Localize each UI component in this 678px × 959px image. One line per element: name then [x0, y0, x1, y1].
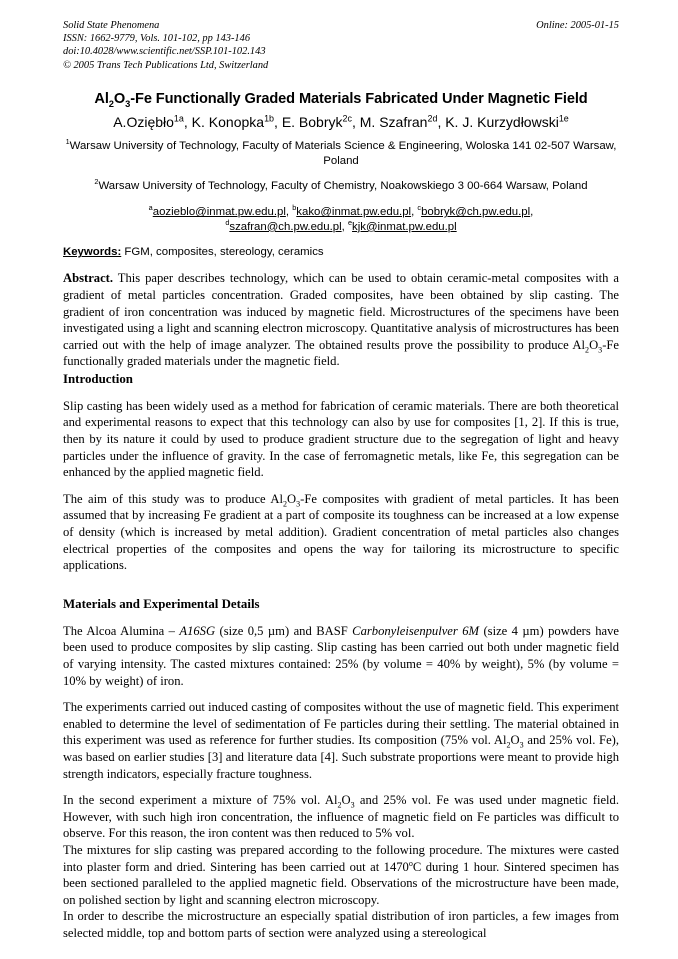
email-address[interactable]: kjk@inmat.pw.edu.pl	[352, 220, 457, 233]
section-heading-introduction: Introduction	[63, 371, 133, 386]
author-affiliation-marker: 2d	[427, 113, 438, 124]
email-item[interactable]	[292, 203, 418, 219]
mat2-text-3: and 25% vol. Fe), was based on earlier studies [3] and literature data [4]. Such substrate proportions were meant to provide high strength indicators, especially fracture toughness.	[63, 733, 619, 781]
mat4-text-2: C during 1 hour. Sintered specimen has been sectioned paralleled to the applied magnetic field. Observations of the microstructure have been made, on polished section by light and scanning electron microscopy.	[63, 859, 619, 907]
email-marker: d	[225, 218, 230, 228]
author-name: M. Szafran	[359, 113, 428, 130]
affiliation-marker: 1	[65, 137, 70, 147]
abstract-subscript-2: 2	[585, 345, 590, 355]
author-item	[282, 114, 360, 130]
mat1-text-1: The Alcoa Alumina –	[63, 623, 180, 638]
email-item[interactable]	[225, 218, 348, 233]
materials-paragraph-2	[63, 699, 619, 782]
affiliation-text: Warsaw University of Technology, Faculty of Chemistry, Noakowskiego 3 00-664 Warsaw, Poland	[98, 179, 588, 192]
author-affiliation-marker: 1e	[558, 113, 569, 124]
affiliation-1	[63, 139, 619, 170]
email-item[interactable]	[347, 218, 457, 233]
mat2-text-1: The experiments carried out induced casting of composites without the use of magnetic field. This experiment enabled to determine the level of sedimentation of Fe particles during their settling. The material obtained in this experiment was used as reference for further studies. Its composition (75% vol. Al	[63, 700, 619, 748]
author-item	[445, 114, 569, 130]
mat2-subscript-2: 2	[506, 740, 511, 750]
title-part-3: -Fe Functionally Graded Materials Fabricated Under Magnetic Field	[130, 90, 588, 107]
email-marker: c	[417, 203, 422, 213]
email-address[interactable]: szafran@ch.pw.edu.pl	[229, 220, 342, 233]
email-separator: ,	[341, 220, 348, 233]
mat3-text-1: In the second experiment a mixture of 75% vol. Al	[63, 793, 338, 808]
journal-name: Solid State Phenomena	[63, 20, 160, 31]
title-part-2: O	[113, 90, 126, 107]
author-separator: ,	[274, 113, 282, 130]
affiliation-2	[63, 179, 619, 195]
affiliation-text: Warsaw University of Technology, Faculty of Materials Science & Engineering, Woloska 141 02-507 Warsaw, Poland	[69, 139, 617, 168]
author-name: E. Bobryk	[281, 113, 343, 130]
email-address[interactable]: kako@inmat.pw.edu.pl	[296, 206, 412, 219]
author-list	[63, 113, 619, 132]
paper-title	[63, 90, 619, 108]
author-separator: ,	[183, 113, 192, 130]
keywords-label: Keywords:	[63, 246, 122, 259]
intro2-subscript-3: 3	[296, 499, 301, 509]
materials-paragraph-3	[63, 792, 619, 842]
email-marker: b	[292, 203, 297, 213]
mat3-subscript-3: 3	[350, 800, 355, 810]
mat1-text-2: (size 0,5 µm) and BASF	[215, 623, 353, 638]
mat3-text-2: O	[341, 793, 351, 808]
journal-copyright-line: © 2005 Trans Tech Publications Ltd, Switzerland	[63, 59, 269, 71]
section-heading-materials: Materials and Experimental Details	[63, 596, 260, 611]
introduction-paragraph-2	[63, 491, 619, 574]
materials-paragraph-4	[63, 842, 619, 908]
mat3-subscript-2: 2	[337, 800, 342, 810]
author-email-list	[63, 205, 619, 234]
mat1-text-3: (size 4 µm) powders have been used to produce composites by slip casting. Slip casting has been carried out both under magnetic field of varying intensity. The casted mixtures contained: 25% (by volume = 40% by weight), 5% (by volume = 10% by weight) of iron.	[63, 623, 619, 688]
page-content	[63, 19, 619, 942]
abstract-label: Abstract.	[63, 271, 114, 286]
introduction-paragraph-1: Slip casting has been widely used as a method for fabrication of ceramic materials. There are both theoretical and experimental reasons to expect that this technology can also by use for composites [1, 2]. If this is true, then by its nature it could by used to produce gradient structure due to the segregation of light and heavy particles under the influence of gravity. In the case of ferromagnetic metals, like Fe, this segregation can be enhanced by the applied magnetic field.	[63, 398, 619, 480]
abstract-paragraph	[63, 270, 619, 370]
materials-paragraph-1	[63, 623, 619, 689]
mat4-text-1: The mixtures for slip casting was prepared according to the following procedure. The mixtures were casted into plaster form and dried. Sintering has been carried out at 1470	[63, 842, 619, 874]
email-marker: a	[148, 203, 153, 213]
author-affiliation-marker: 1b	[264, 113, 275, 124]
email-separator: ,	[530, 206, 534, 219]
email-separator: ,	[411, 206, 418, 219]
author-item	[360, 114, 445, 130]
title-subscript-3: 3	[125, 98, 131, 109]
title-part-1: Al	[94, 90, 109, 107]
author-affiliation-marker: 2c	[342, 113, 352, 124]
email-separator: ,	[285, 206, 293, 219]
author-affiliation-marker: 1a	[173, 113, 184, 124]
affiliation-marker: 2	[94, 177, 99, 187]
mat1-italic-carbonyleisenpulver: Carbonyleisenpulver 6M	[352, 623, 480, 638]
materials-paragraph-5: In order to describe the microstructure an especially spatial distribution of iron particles, a few images from selected middle, top and bottom parts of section were analyzed using a stereological	[63, 909, 619, 940]
title-subscript-2: 2	[108, 98, 114, 109]
email-address[interactable]: bobryk@ch.pw.edu.pl	[421, 206, 531, 219]
mat4-degree-marker: o	[408, 858, 413, 868]
abstract-text-3: -Fe functionally graded materials under the magnetic field.	[63, 337, 619, 369]
author-separator: ,	[351, 113, 360, 130]
email-marker: e	[347, 218, 353, 228]
abstract-text-2: O	[589, 337, 599, 352]
author-name: K. J. Kurzydłowski	[445, 113, 559, 130]
keywords-line	[63, 245, 619, 260]
mat2-text-2: O	[510, 733, 520, 748]
keywords-value: FGM, composites, stereology, ceramics	[124, 246, 324, 259]
abstract-text-1: This paper describes technology, which can be used to obtain ceramic-metal composites with a gradient of metal particles concentration. Graded composites, have been obtained by slip casting. The gradient of iron concentration was induced by magnetic field. Microstructures of the specimens have been investigated using a light and scanning electron microscopy. Quantitative analysis of microstructures has been carried out with the help of image analyzer. The obtained results prove the possibility to produce Al	[63, 271, 619, 352]
abstract-subscript-3: 3	[598, 345, 603, 355]
journal-doi-line: doi:10.4028/www.scientific.net/SSP.101-102.143	[63, 46, 266, 58]
author-separator: ,	[437, 113, 446, 130]
intro2-text-2: O	[287, 491, 297, 506]
author-name: K. Konopka	[191, 113, 265, 130]
online-publication-date: Online: 2005-01-15	[536, 20, 619, 31]
author-item	[192, 114, 282, 130]
intro2-subscript-2: 2	[283, 499, 288, 509]
journal-header	[63, 19, 619, 72]
author-name: A.Oziębło	[113, 113, 174, 130]
mat1-italic-a16sg: A16SG	[179, 623, 216, 638]
intro2-text-1: The aim of this study was to produce Al	[63, 491, 283, 506]
email-item[interactable]	[417, 203, 534, 219]
author-item	[113, 114, 191, 130]
mat2-subscript-3: 3	[519, 740, 524, 750]
journal-issn-line: ISSN: 1662-9779, Vols. 101-102, pp 143-146	[63, 33, 251, 45]
intro2-text-3: -Fe composites with gradient of metal particles. It has been assumed that by increasing Fe gradient at a part of composite its toughness can be increased at a low expense of density (which is increased by metal addition). Gradient concentration of metal particles also changes electrical properties of the composites and opens the way for tailoring its microstructure to specific applications.	[63, 491, 619, 573]
email-address[interactable]: aozieblo@inmat.pw.edu.pl	[152, 206, 286, 219]
mat3-text-3: and 25% vol. Fe was used under magnetic field. However, with such high iron concentration, the influence of magnetic field on Fe particles was difficult to observe. For this reason, the iron content was then reduced to 5% vol.	[63, 793, 619, 841]
email-item[interactable]	[148, 203, 293, 219]
